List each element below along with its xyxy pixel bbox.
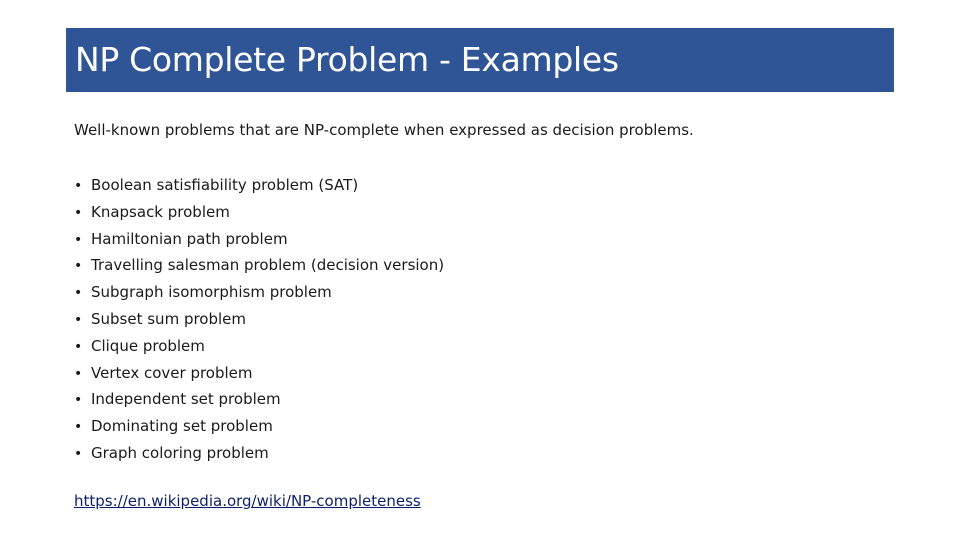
list-item (74, 172, 444, 199)
bullet-icon: • (74, 419, 83, 436)
bullet-icon: • (74, 231, 83, 248)
list-item (74, 360, 444, 387)
source-link[interactable]: https://en.wikipedia.org/wiki/NP-completeness (74, 492, 421, 510)
list-item (74, 440, 444, 467)
bullet-icon: • (74, 258, 83, 275)
problem-list (74, 172, 444, 467)
problem-label: Subgraph isomorphism problem (91, 283, 332, 302)
bullet-icon: • (74, 311, 83, 328)
list-item (74, 413, 444, 440)
slide-title: NP Complete Problem - Examples (75, 40, 619, 79)
problem-label: Vertex cover problem (91, 363, 253, 382)
problem-label: Travelling salesman problem (decision version) (91, 256, 445, 275)
list-item (74, 333, 444, 360)
problem-label: Clique problem (91, 336, 205, 355)
bullet-icon: • (74, 365, 83, 382)
bullet-icon: • (74, 445, 83, 462)
problem-label: Hamiltonian path problem (91, 229, 288, 248)
intro-text: Well-known problems that are NP-complete when expressed as decision problems. (74, 121, 694, 139)
problem-label: Dominating set problem (91, 417, 273, 436)
problem-label: Graph coloring problem (91, 443, 269, 462)
list-item (74, 386, 444, 413)
list-item (74, 252, 444, 279)
problem-label: Knapsack problem (91, 202, 230, 221)
bullet-icon: • (74, 338, 83, 355)
bullet-icon: • (74, 204, 83, 221)
bullet-icon: • (74, 178, 83, 194)
list-item (74, 306, 444, 333)
bullet-icon: • (74, 285, 83, 302)
problem-label: Boolean satisfiability problem (SAT) (91, 176, 359, 194)
problem-label: Subset sum problem (91, 309, 247, 328)
list-item (74, 226, 444, 253)
bullet-icon: • (74, 392, 83, 409)
title-bar (66, 28, 894, 92)
problem-label: Independent set problem (91, 390, 281, 409)
list-item (74, 199, 444, 226)
list-item (74, 279, 444, 306)
